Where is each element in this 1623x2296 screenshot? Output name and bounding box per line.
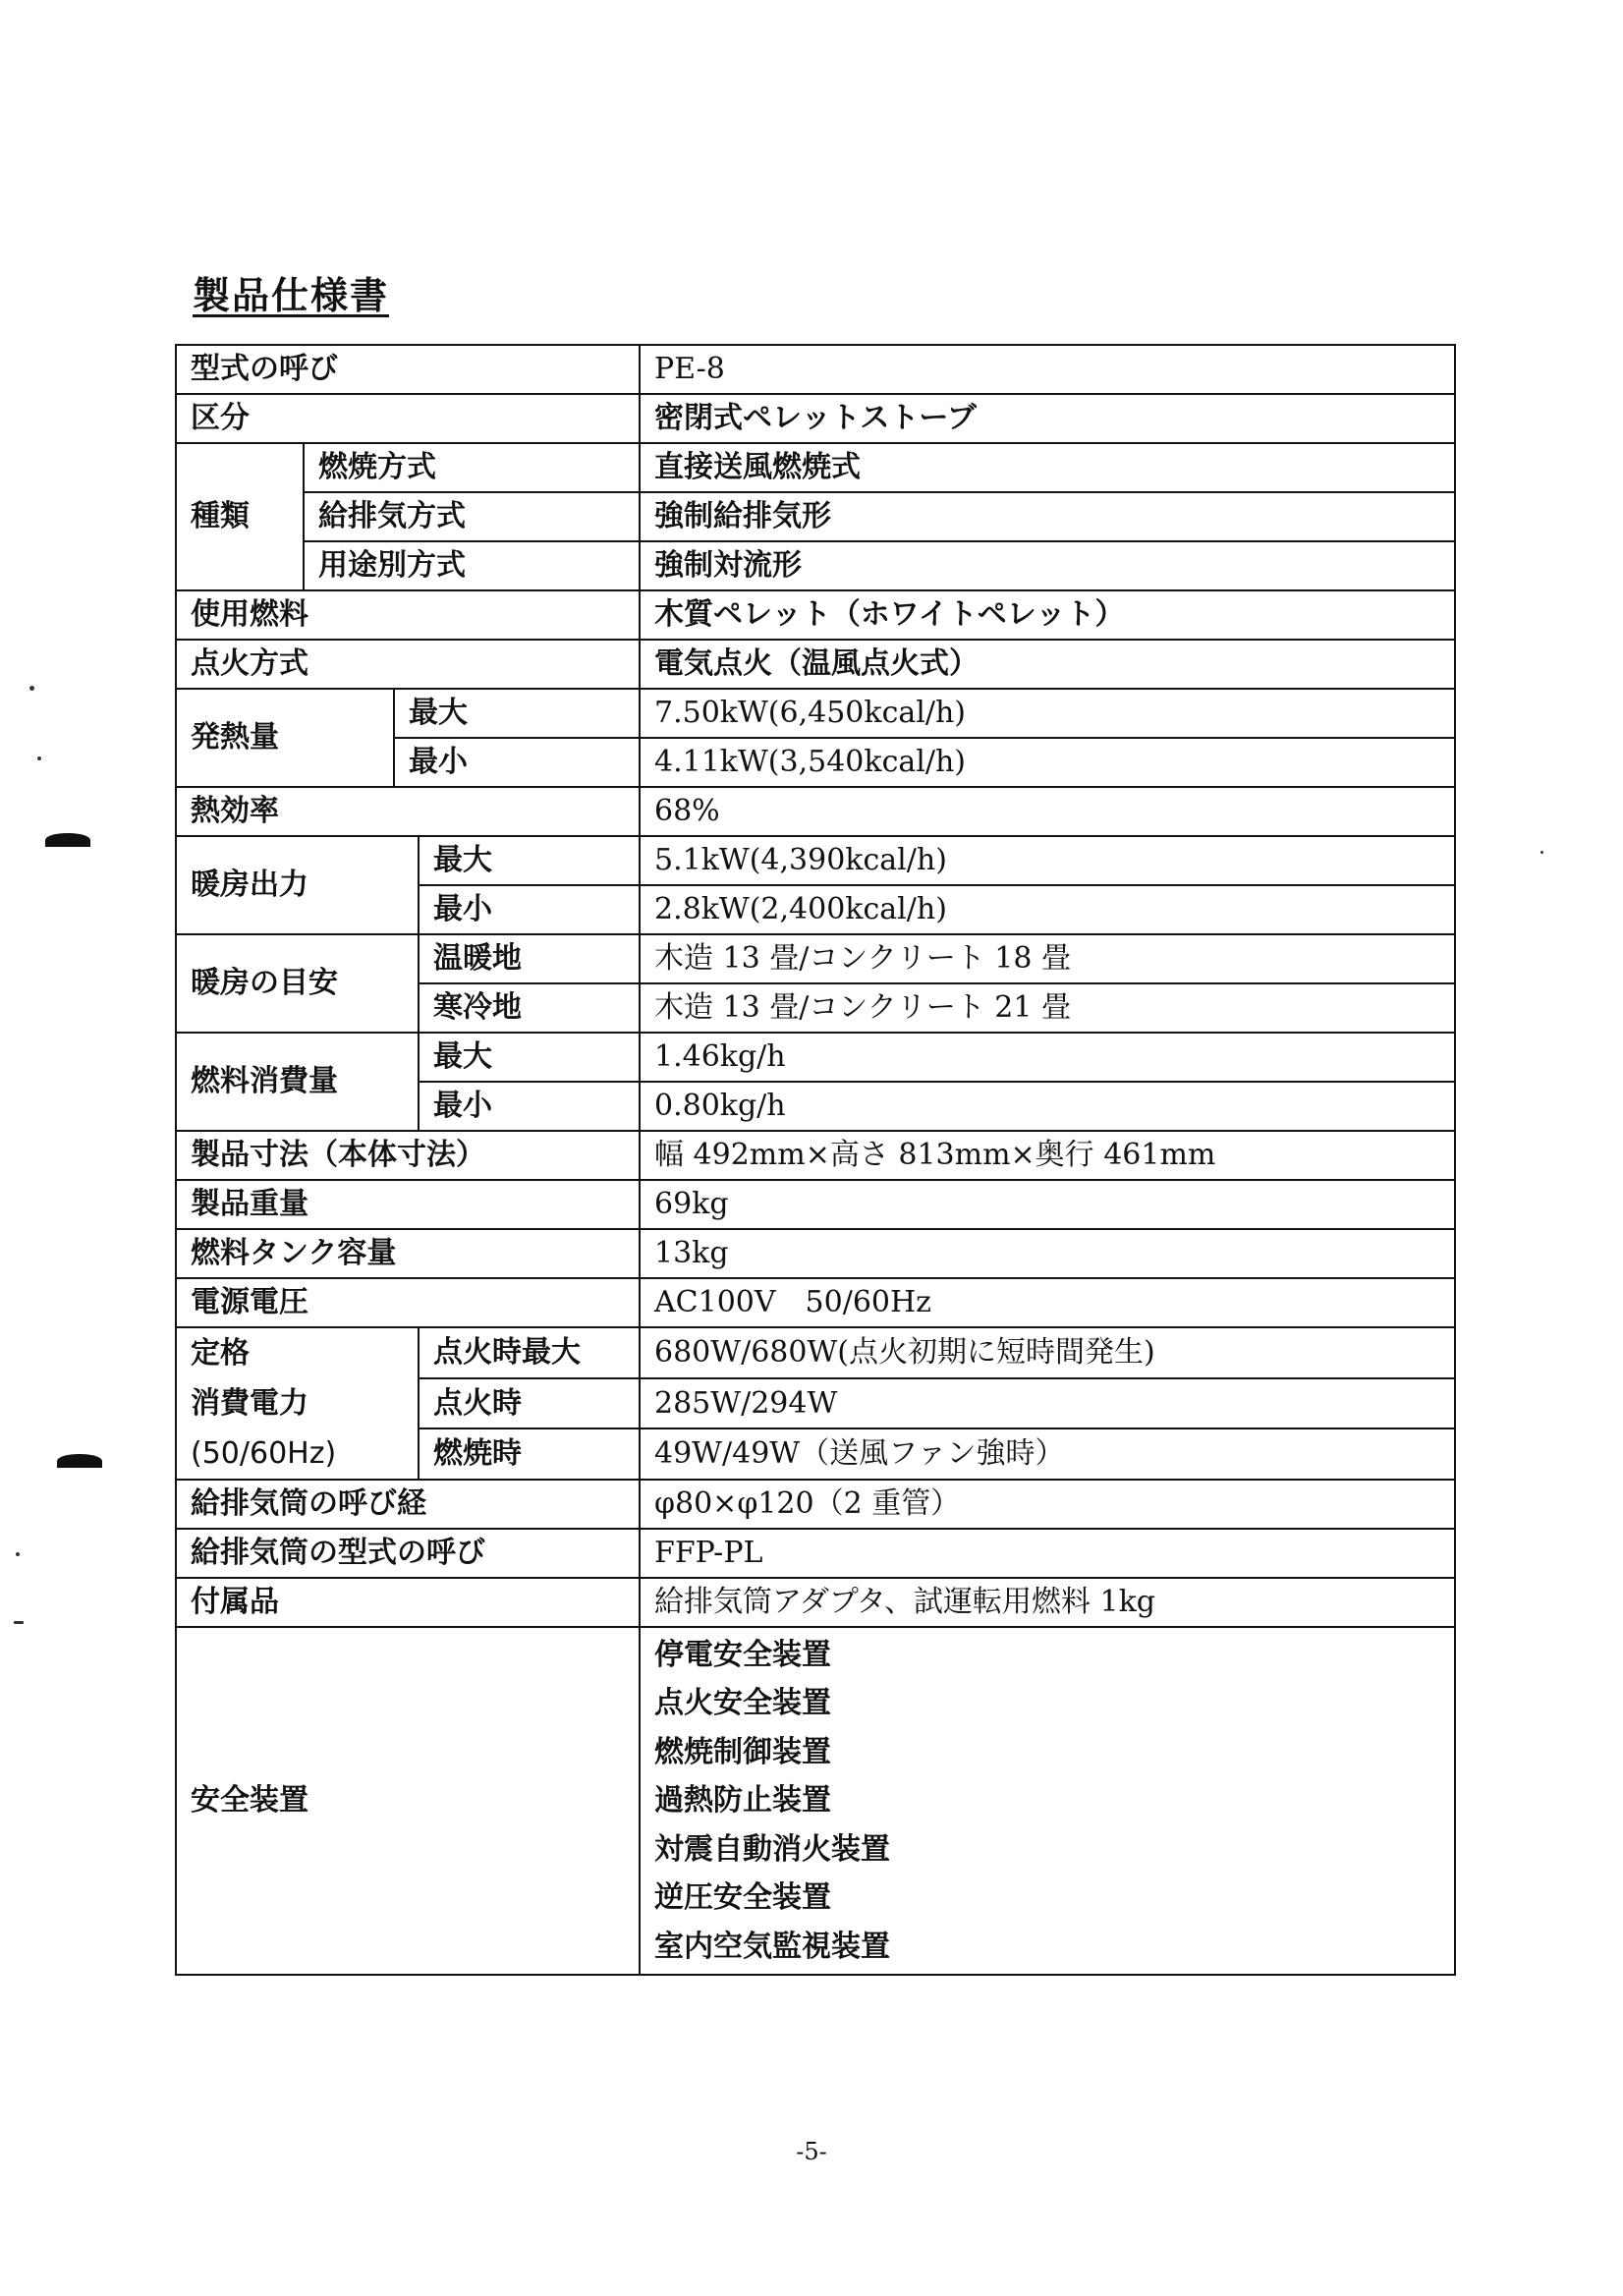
heating-guide-warm-value: 木造 13 畳/コンクリート 18 畳 — [640, 934, 1455, 983]
row-heating-guide-warm — [176, 934, 1455, 983]
heat-output-min-label: 最小 — [394, 738, 640, 787]
power-label-line2: 消費電力 — [191, 1386, 308, 1421]
category-label: 区分 — [176, 394, 640, 443]
heating-output-max-value: 5.1kW(4,390kcal/h) — [640, 836, 1455, 885]
binder-hole-mark — [45, 833, 90, 847]
power-label-line1: 定格 — [191, 1336, 250, 1371]
row-power-ignition-max — [176, 1327, 1455, 1378]
row-heat-output-max — [176, 689, 1455, 738]
safety-list — [640, 1627, 1455, 1975]
row-fuel-consumption-max — [176, 1033, 1455, 1082]
row-efficiency — [176, 787, 1455, 836]
scan-speck — [1540, 851, 1543, 854]
safety-item: 対震自動消火装置 — [654, 1831, 890, 1867]
power-label — [176, 1327, 419, 1480]
usage-value: 強制対流形 — [640, 541, 1455, 590]
flue-diameter-value: φ80×φ120（2 重管） — [640, 1480, 1455, 1529]
row-type-combustion — [176, 443, 1455, 492]
safety-item: 燃焼制御装置 — [654, 1734, 831, 1769]
combustion-label: 燃焼方式 — [304, 443, 640, 492]
exhaust-label: 給排気方式 — [304, 492, 640, 541]
fuel-label: 使用燃料 — [176, 590, 640, 640]
safety-label: 安全装置 — [176, 1627, 640, 1975]
row-flue-model — [176, 1529, 1455, 1578]
fuel-consumption-min-label: 最小 — [419, 1082, 640, 1131]
fuel-consumption-label: 燃料消費量 — [176, 1033, 419, 1131]
safety-item: 点火安全装置 — [654, 1686, 831, 1721]
usage-label: 用途別方式 — [304, 541, 640, 590]
row-tank — [176, 1229, 1455, 1278]
weight-value: 69kg — [640, 1180, 1455, 1229]
scan-speck — [37, 756, 41, 760]
row-dimensions — [176, 1131, 1455, 1180]
row-model — [176, 345, 1455, 394]
efficiency-label: 熱効率 — [176, 787, 640, 836]
voltage-value: AC100V 50/60Hz — [640, 1278, 1455, 1327]
accessories-label: 付属品 — [176, 1578, 640, 1627]
heating-guide-cold-label: 寒冷地 — [419, 983, 640, 1033]
model-value: PE-8 — [640, 345, 1455, 394]
row-fuel — [176, 590, 1455, 640]
heating-output-max-label: 最大 — [419, 836, 640, 885]
voltage-label: 電源電圧 — [176, 1278, 640, 1327]
row-weight — [176, 1180, 1455, 1229]
flue-diameter-label: 給排気筒の呼び経 — [176, 1480, 640, 1529]
heating-output-min-label: 最小 — [419, 885, 640, 934]
scan-speck — [14, 1621, 24, 1624]
safety-item: 室内空気監視装置 — [654, 1929, 890, 1964]
power-ignition-label: 点火時 — [419, 1378, 640, 1429]
safety-item: 過熱防止装置 — [654, 1783, 831, 1819]
scan-speck — [16, 1552, 20, 1556]
fuel-consumption-max-label: 最大 — [419, 1033, 640, 1082]
tank-value: 13kg — [640, 1229, 1455, 1278]
safety-item: 逆圧安全装置 — [654, 1880, 831, 1916]
power-burning-value: 49W/49W（送風ファン強時） — [640, 1428, 1455, 1480]
ignition-value: 電気点火（温風点火式） — [640, 640, 1455, 689]
flue-model-value: FFP-PL — [640, 1529, 1455, 1578]
heat-output-label: 発熱量 — [176, 689, 394, 787]
power-ignition-max-label: 点火時最大 — [419, 1327, 640, 1378]
heating-guide-warm-label: 温暖地 — [419, 934, 640, 983]
fuel-consumption-max-value: 1.46kg/h — [640, 1033, 1455, 1082]
power-ignition-max-value: 680W/680W(点火初期に短時間発生) — [640, 1327, 1455, 1378]
row-safety — [176, 1627, 1455, 1975]
fuel-value: 木質ペレット（ホワイトペレット） — [640, 590, 1455, 640]
heating-guide-cold-value: 木造 13 畳/コンクリート 21 畳 — [640, 983, 1455, 1033]
weight-label: 製品重量 — [176, 1180, 640, 1229]
dimensions-value: 幅 492mm×高さ 813mm×奥行 461mm — [640, 1131, 1455, 1180]
fuel-consumption-min-value: 0.80kg/h — [640, 1082, 1455, 1131]
row-category — [176, 394, 1455, 443]
row-flue-diameter — [176, 1480, 1455, 1529]
heating-guide-label: 暖房の目安 — [176, 934, 419, 1033]
row-voltage — [176, 1278, 1455, 1327]
heat-output-max-value: 7.50kW(6,450kcal/h) — [640, 689, 1455, 738]
scan-speck — [29, 686, 34, 691]
row-heating-output-max — [176, 836, 1455, 885]
dimensions-label: 製品寸法（本体寸法） — [176, 1131, 640, 1180]
page-title: 製品仕様書 — [193, 274, 390, 317]
efficiency-value: 68% — [640, 787, 1455, 836]
combustion-value: 直接送風燃焼式 — [640, 443, 1455, 492]
row-accessories — [176, 1578, 1455, 1627]
page-number: -5- — [796, 2138, 827, 2165]
row-type-usage — [176, 541, 1455, 590]
category-value: 密閉式ペレットストーブ — [640, 394, 1455, 443]
spec-table — [175, 344, 1456, 1976]
binder-hole-mark — [57, 1454, 102, 1468]
flue-model-label: 給排気筒の型式の呼び — [176, 1529, 640, 1578]
power-ignition-value: 285W/294W — [640, 1378, 1455, 1429]
heating-output-min-value: 2.8kW(2,400kcal/h) — [640, 885, 1455, 934]
ignition-label: 点火方式 — [176, 640, 640, 689]
model-label: 型式の呼び — [176, 345, 640, 394]
safety-item: 停電安全装置 — [654, 1637, 831, 1672]
tank-label: 燃料タンク容量 — [176, 1229, 640, 1278]
accessories-value: 給排気筒アダプタ、試運転用燃料 1kg — [640, 1578, 1455, 1627]
heat-output-max-label: 最大 — [394, 689, 640, 738]
type-label: 種類 — [176, 443, 304, 590]
power-burning-label: 燃焼時 — [419, 1428, 640, 1480]
power-label-line3: (50/60Hz) — [191, 1436, 337, 1471]
heating-output-label: 暖房出力 — [176, 836, 419, 934]
row-ignition — [176, 640, 1455, 689]
heat-output-min-value: 4.11kW(3,540kcal/h) — [640, 738, 1455, 787]
exhaust-value: 強制給排気形 — [640, 492, 1455, 541]
row-type-exhaust — [176, 492, 1455, 541]
